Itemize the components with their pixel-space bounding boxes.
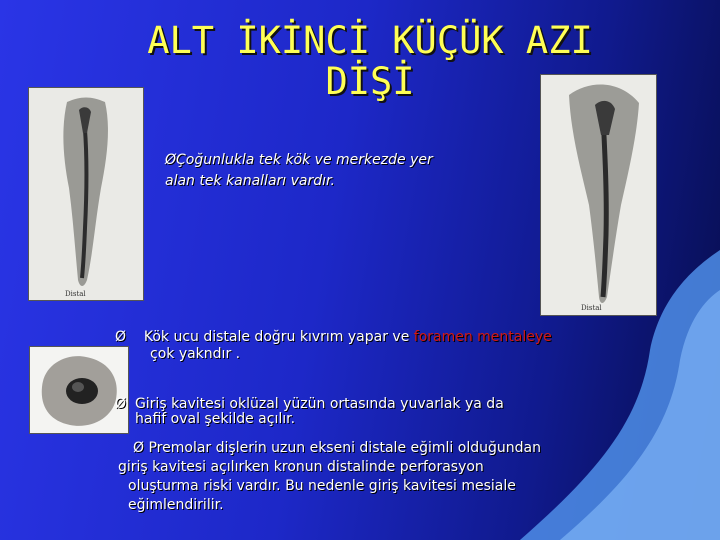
bullet-3-line-1: Giriş kavitesi oklüzal yüzün ortasında yuvarlak ya da xyxy=(134,396,504,412)
bullet-4-line-3: oluşturma riski vardır. Bu nedenle giriş kavitesi mesiale xyxy=(128,478,516,494)
tooth-xray-right xyxy=(541,75,656,315)
bullet-4-line-2: giriş kavitesi açılırken kronun distalinde perforasyon xyxy=(118,459,484,475)
highlight-foramen-mentale: foramen mentaleye xyxy=(413,329,552,345)
tooth-xray-left xyxy=(29,88,143,300)
bullet-4-line-1: Premolar dişlerin uzun ekseni distale eğimli olduğundan xyxy=(148,440,541,456)
bullet-2-line-1: Kök ucu distale doğru kıvrım yapar ve xyxy=(143,329,414,345)
bullet-4 xyxy=(115,439,715,515)
bullet-4-line-4: eğimlendirilir. xyxy=(128,497,224,513)
bullet-1 xyxy=(165,152,535,190)
bullet-1-line-2: alan tek kanalları vardır. xyxy=(165,173,335,189)
photo-caption-right: Distal xyxy=(581,304,602,312)
photo-caption-left: Distal xyxy=(65,290,86,298)
bullet-2-line-2: çok yakndır . xyxy=(150,346,241,362)
bullet-2 xyxy=(115,329,715,363)
bullet-1-line-1: Çoğunlukla tek kök ve merkezde yer xyxy=(176,152,433,168)
tooth-image-left xyxy=(29,88,143,300)
bullet-arrow-icon: Ø xyxy=(115,396,127,412)
bullet-arrow-icon: Ø xyxy=(115,329,127,345)
bullet-3 xyxy=(115,396,715,428)
occlusal-view-photo xyxy=(30,347,128,433)
bullet-arrow-icon: Ø xyxy=(133,440,145,456)
bullet-3-line-2: hafif oval şekilde açılır. xyxy=(135,411,296,427)
bullet-arrow-icon: Ø xyxy=(165,152,177,168)
tooth-image-right xyxy=(541,75,656,315)
title-line-2: DİŞİ xyxy=(325,60,415,103)
title-line-1: ALT İKİNCİ KÜÇÜK AZI xyxy=(147,19,593,62)
occlusal-image xyxy=(30,347,128,433)
